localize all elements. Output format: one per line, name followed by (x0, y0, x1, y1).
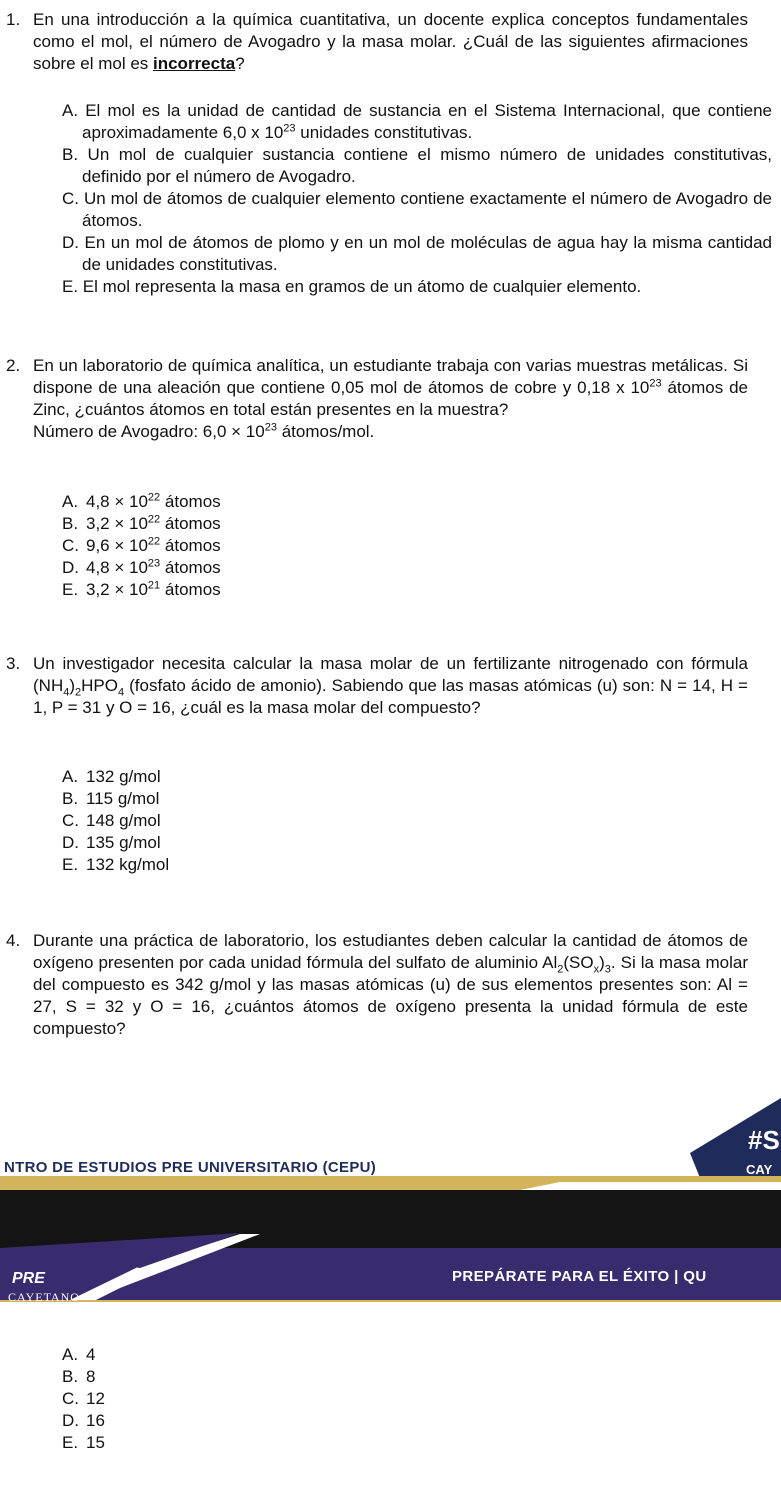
stem-text-end: átomos de Zinc, ¿cuántos átomos en total están presentes en la muestra? (33, 378, 748, 419)
stem-text-end: . Si la masa molar del compuesto es 342 g/mol y las masas atómicas (u) de sus elementos presentes son: Al = 27, S = 32 y O = 16, ¿cuántos átomos de oxígeno presenta la unidad fórmula de este compuesto? (33, 953, 748, 1038)
option-exponent: 23 (147, 557, 161, 570)
option-letter: B. (62, 1367, 79, 1386)
question-number: 4. (6, 931, 21, 950)
option-text-end: unidades constitutivas. (295, 123, 473, 142)
option-letter: E. (62, 580, 79, 599)
option-letter: D. (62, 558, 79, 577)
option-text: 115 g/mol (86, 789, 160, 808)
option-d[interactable] (62, 1410, 105, 1432)
option-e[interactable] (62, 276, 772, 298)
avogadro-text: Número de Avogadro: 6,0 × 10 (33, 422, 265, 441)
option-unit: átomos (160, 580, 221, 599)
option-a[interactable] (62, 1344, 105, 1366)
option-letter: D. (62, 833, 79, 852)
question-stem (33, 355, 748, 443)
option-exponent: 22 (147, 535, 161, 548)
options-list (62, 766, 169, 876)
subscript: 4 (117, 686, 125, 699)
stem-text: ) (69, 676, 76, 695)
hashtag-sub: CAY (746, 1162, 773, 1177)
option-text: 12 (86, 1389, 105, 1408)
option-c[interactable] (62, 535, 221, 557)
subscript: 4 (63, 686, 70, 699)
option-letter: E. (62, 277, 79, 296)
option-text: Un mol de átomos de cualquier elemento contiene exactamente el número de Avogadro de átomos. (82, 189, 772, 230)
option-a[interactable] (62, 100, 772, 144)
option-base: 4,8 × 10 (86, 558, 148, 577)
option-text: 8 (86, 1367, 96, 1386)
option-text: El mol representa la masa en gramos de un átomo de cualquier elemento. (82, 277, 642, 296)
option-letter: C. (62, 811, 79, 830)
option-text: 132 kg/mol (86, 855, 170, 874)
question-stem (33, 653, 748, 719)
option-letter: C. (62, 189, 79, 208)
option-b[interactable] (62, 788, 169, 810)
option-letter: B. (62, 145, 79, 164)
option-b[interactable] (62, 1366, 105, 1388)
option-exponent: 23 (283, 122, 296, 135)
stem-text: ) (599, 953, 605, 972)
avogadro-unit: átomos/mol. (276, 422, 375, 441)
option-letter: E. (62, 1433, 79, 1452)
option-e[interactable] (62, 854, 169, 876)
option-exponent: 21 (147, 579, 161, 592)
slogan: PREPÁRATE PARA EL ÉXITO | QU (452, 1268, 707, 1285)
center-name: NTRO DE ESTUDIOS PRE UNIVERSITARIO (CEPU) (4, 1159, 377, 1176)
options-list (62, 491, 221, 601)
option-text: 135 g/mol (86, 833, 161, 852)
gold-line (0, 1300, 781, 1302)
option-exponent: 22 (147, 491, 161, 504)
black-band (0, 1190, 781, 1248)
option-letter: C. (62, 536, 79, 555)
option-text: 148 g/mol (86, 811, 161, 830)
option-text: 15 (86, 1433, 105, 1452)
option-text: Un mol de cualquier sustancia contiene el mismo número de unidades constitutivas, definido por el número de Avogadro. (82, 145, 772, 186)
option-text: 16 (86, 1411, 105, 1430)
option-letter: A. (62, 1345, 79, 1364)
stem-exponent: 23 (649, 377, 662, 390)
stem-text: Durante una práctica de laboratorio, los estudiantes deben calcular la cantidad de átomos de oxígeno presenten por cada unidad fórmula del sulfato de aluminio Al (33, 931, 748, 972)
option-base: 9,6 × 10 (86, 536, 148, 555)
option-unit: átomos (160, 514, 221, 533)
option-base: 4,8 × 10 (86, 492, 148, 511)
option-b[interactable] (62, 513, 221, 535)
option-c[interactable] (62, 1388, 105, 1410)
option-text: 132 g/mol (86, 767, 161, 786)
option-text: 4 (86, 1345, 96, 1364)
option-c[interactable] (62, 188, 772, 232)
logo-name: CAYETANO (8, 1290, 80, 1304)
option-letter: B. (62, 789, 79, 808)
option-letter: D. (62, 1411, 79, 1430)
banner-graphic (0, 1098, 781, 1333)
subscript: 3 (604, 963, 611, 976)
option-letter: C. (62, 1389, 79, 1408)
option-text: En un mol de átomos de plomo y en un mol de moléculas de agua hay la misma cantidad de unidades constitutivas. (82, 233, 772, 274)
option-e[interactable] (62, 1432, 105, 1454)
stem-text: En una introducción a la química cuantitativa, un docente explica conceptos fundamentales como el mol, el número de Avogadro y la masa molar. ¿Cuál de las siguientes afirmaciones sobre el mol es (33, 10, 748, 73)
stem-text-end: ? (235, 54, 245, 73)
option-base: 3,2 × 10 (86, 514, 148, 533)
logo-pre: PRE (12, 1270, 45, 1287)
option-e[interactable] (62, 579, 221, 601)
avogadro-exponent: 23 (264, 421, 277, 434)
question-4-options (62, 1344, 105, 1454)
option-a[interactable] (62, 766, 169, 788)
question-number: 2. (6, 356, 21, 375)
question-stem (33, 930, 748, 1040)
option-b[interactable] (62, 144, 772, 188)
subscript: 2 (75, 686, 82, 699)
option-unit: átomos (160, 558, 221, 577)
option-letter: A. (62, 492, 79, 511)
option-letter: D. (62, 233, 79, 252)
option-d[interactable] (62, 232, 772, 276)
stem-emphasis: incorrecta (153, 54, 236, 73)
stem-text: (SO (563, 953, 594, 972)
option-text: El mol es la unidad de cantidad de sustancia en el Sistema Internacional, que contiene aproximadamente 6,0 x 10 (82, 101, 772, 142)
stem-text: Un investigador necesita calcular la masa molar de un fertilizante nitrogenado con fórmula (NH (33, 654, 748, 695)
option-unit: átomos (160, 492, 221, 511)
option-letter: B. (62, 514, 79, 533)
options-list (62, 100, 772, 298)
option-d[interactable] (62, 557, 221, 579)
option-base: 3,2 × 10 (86, 580, 148, 599)
option-d[interactable] (62, 832, 169, 854)
option-letter: A. (62, 767, 79, 786)
option-c[interactable] (62, 810, 169, 832)
hashtag: #S (748, 1125, 780, 1155)
question-number: 3. (6, 654, 21, 673)
stem-text: En un laboratorio de química analítica, un estudiante trabaja con varias muestras metálicas. Si dispone de una aleación que contiene 0,05 mol de átomos de cobre y 0,18 x 10 (33, 356, 748, 397)
cepu-banner (0, 1098, 781, 1333)
question-number: 1. (6, 10, 21, 29)
option-a[interactable] (62, 491, 221, 513)
option-letter: A. (62, 101, 79, 120)
option-letter: E. (62, 855, 79, 874)
subscript: 2 (557, 963, 564, 976)
question-stem (33, 9, 748, 75)
stem-text-end: (fosfato ácido de amonio). Sabiendo que las masas atómicas (u) son: N = 14, H = 1, P = 31 y O = 16, ¿cuál es la masa molar del compuesto? (33, 676, 748, 717)
subscript: x (593, 963, 600, 976)
option-unit: átomos (160, 536, 221, 555)
stem-text: HPO (81, 676, 118, 695)
option-exponent: 22 (147, 513, 161, 526)
